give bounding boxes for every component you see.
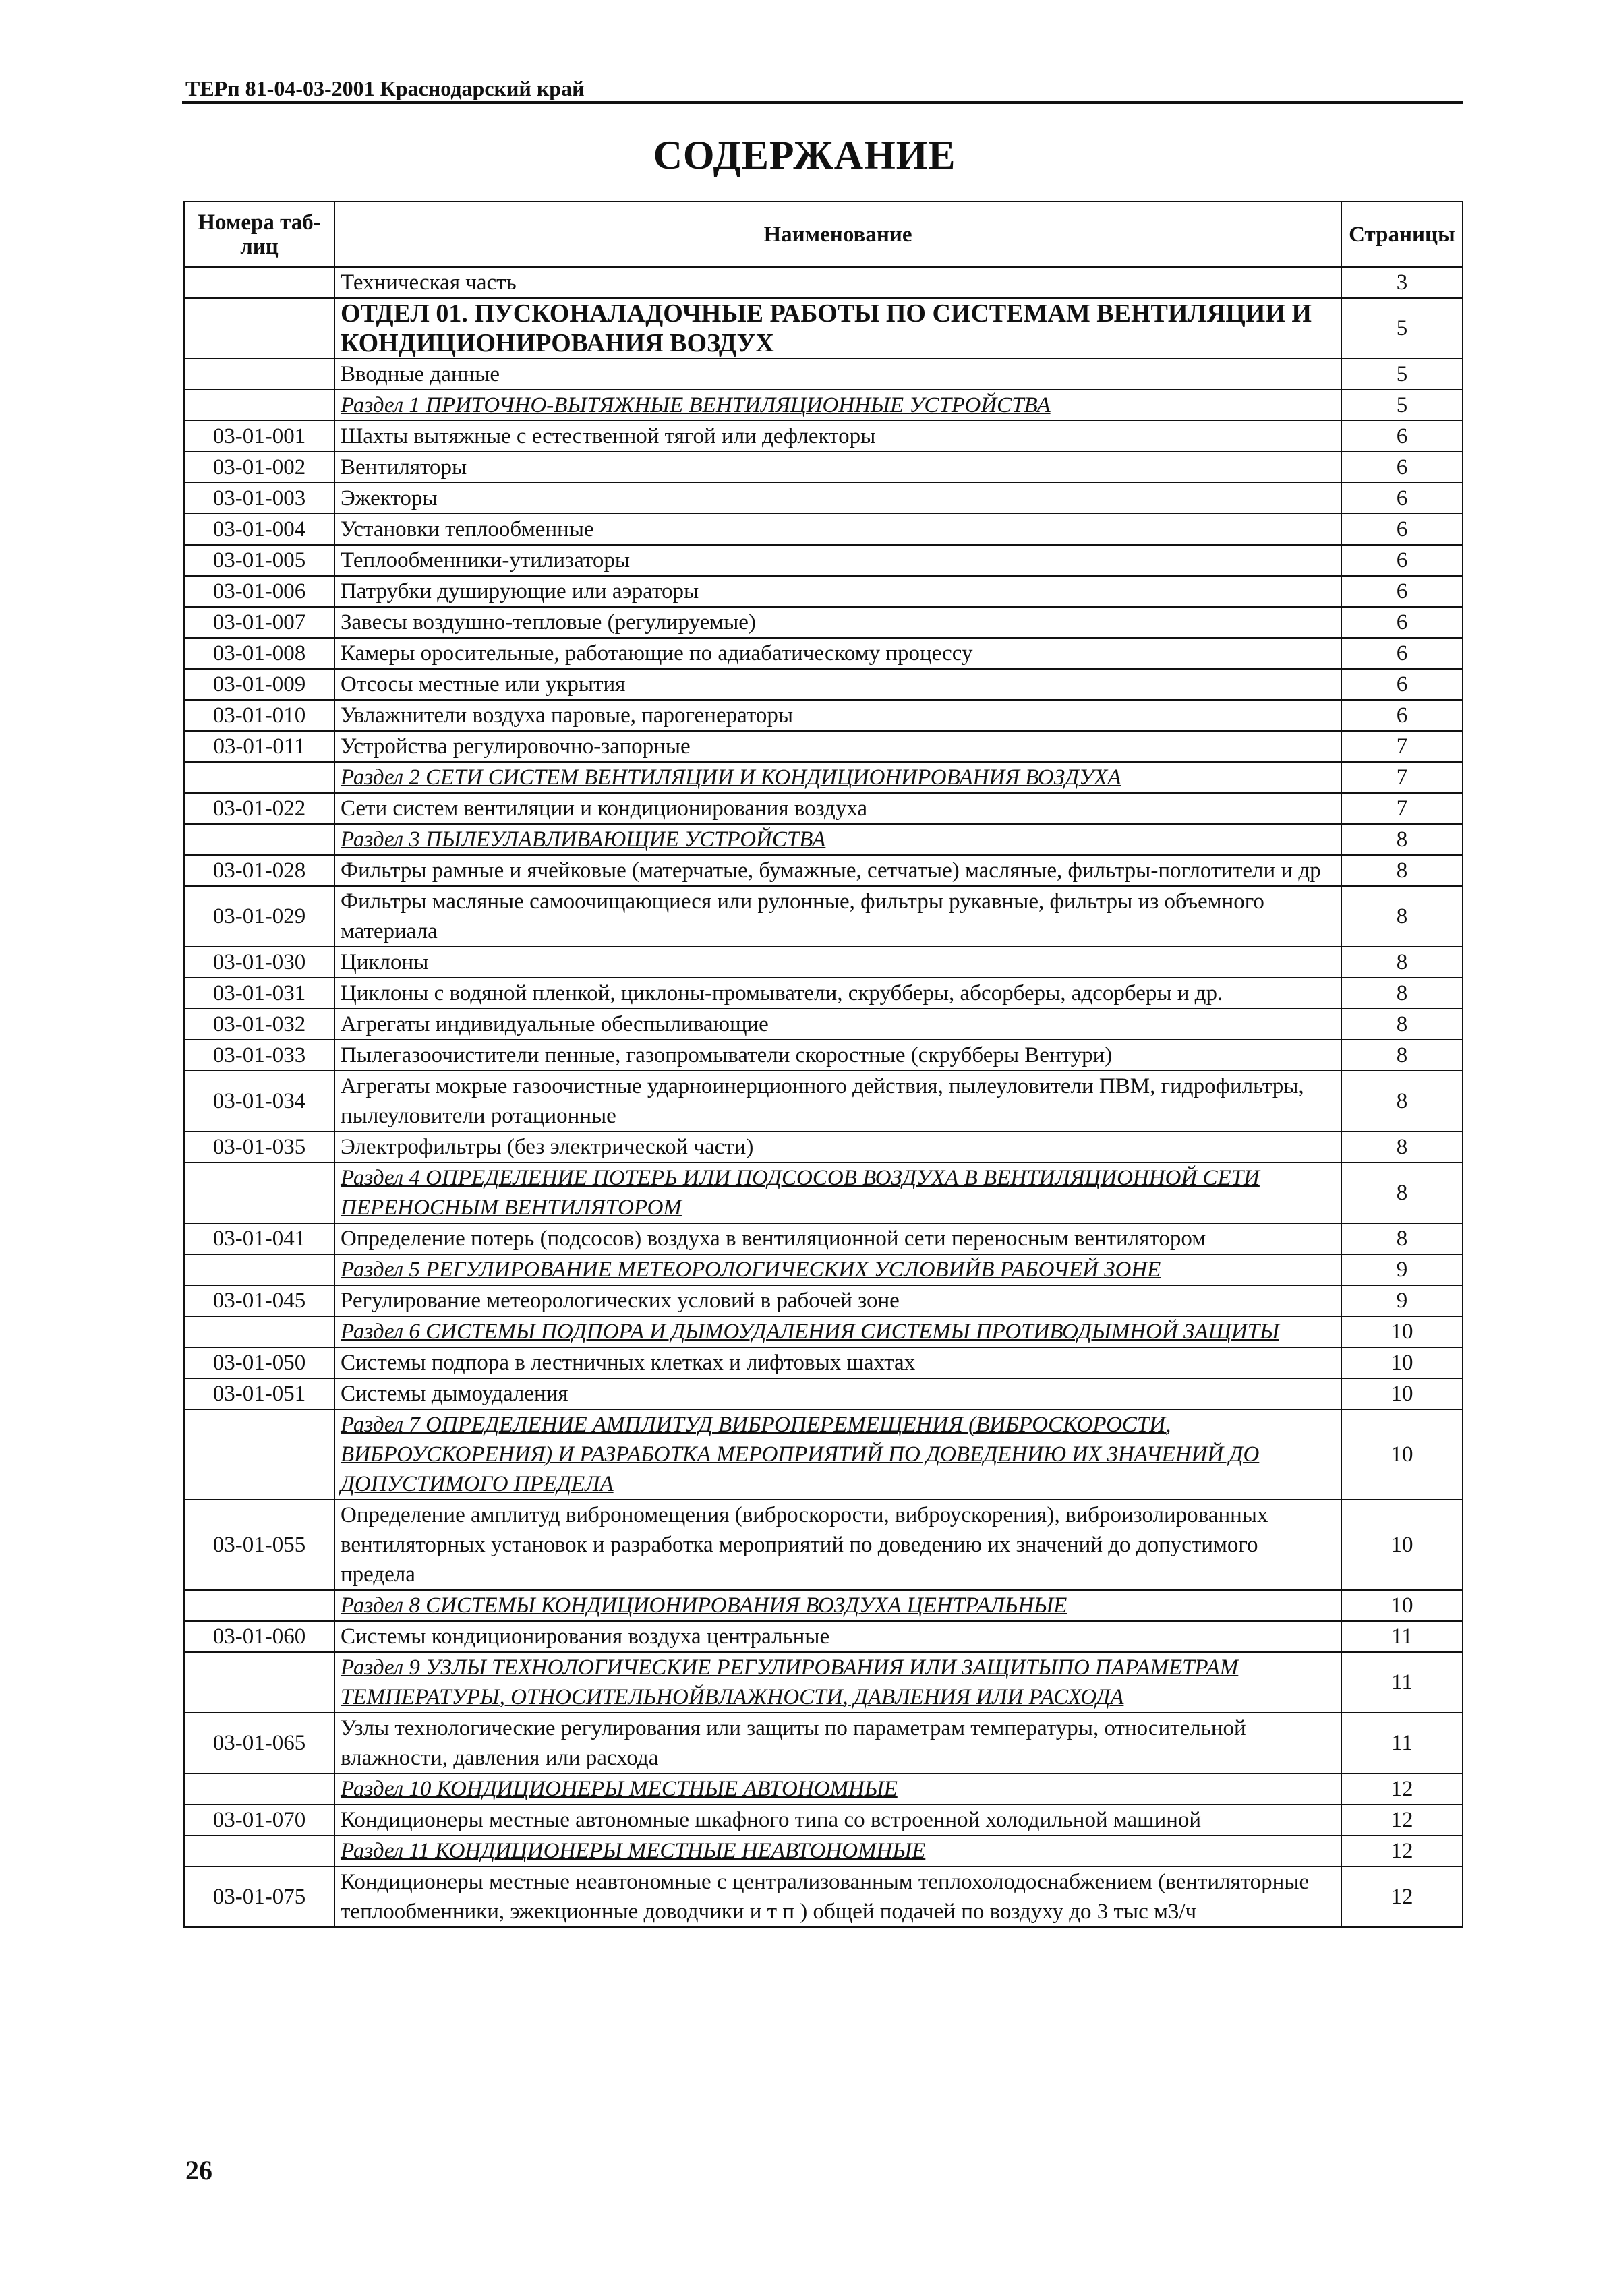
page-ref-cell: 6 — [1341, 669, 1463, 700]
table-number-cell — [184, 1835, 334, 1866]
table-row — [184, 1500, 1463, 1590]
item-name-cell: Кондиционеры местные неавтономные с централизованным теплохолодоснабжением (вентиляторные теплообменники, эжекционные доводчики и т п ) общей подачей по воздуху до 3 тыс м3/ч — [334, 1866, 1341, 1927]
section-title-cell: Раздел 9 УЗЛЫ ТЕХНОЛОГИЧЕСКИЕ РЕГУЛИРОВАНИЯ ИЛИ ЗАЩИТЫПО ПАРАМЕТРАМ ТЕМПЕРАТУРЫ, ОТНОСИТЕЛЬНОЙВЛАЖНОСТИ, ДАВЛЕНИЯ ИЛИ РАСХОДА — [334, 1652, 1341, 1713]
section-title-cell: Раздел 7 ОПРЕДЕЛЕНИЕ АМПЛИТУД ВИБРОПЕРЕМЕЩЕНИЯ (ВИБРОСКОРОСТИ, ВИБРОУСКОРЕНИЯ) И РАЗРАБОТКА МЕРОПРИЯТИЙ ПО ДОВЕДЕНИЮ ИХ ЗНАЧЕНИЙ ДО ДОПУСТИМОГО ПРЕДЕЛА — [334, 1409, 1341, 1500]
page-ref-cell: 10 — [1341, 1347, 1463, 1378]
table-row — [184, 762, 1463, 793]
page-ref-cell: 6 — [1341, 607, 1463, 638]
item-name-cell: Агрегаты мокрые газоочистные ударноинерционного действия, пылеуловители ПВМ, гидрофильтры, пылеуловители ротационные — [334, 1071, 1341, 1131]
table-number-cell: 03-01-001 — [184, 421, 334, 452]
section-title-cell: Раздел 11 КОНДИЦИОНЕРЫ МЕСТНЫЕ НЕАВТОНОМНЫЕ — [334, 1835, 1341, 1866]
item-name-cell: Патрубки душирующие или аэраторы — [334, 576, 1341, 607]
page-title: СОДЕРЖАНИЕ — [653, 133, 956, 177]
column-header-name: Наименование — [334, 202, 1341, 267]
header-rule — [182, 101, 1463, 104]
table-row — [184, 1347, 1463, 1378]
table-number-cell: 03-01-010 — [184, 700, 334, 731]
table-row — [184, 1590, 1463, 1621]
item-name-cell: Определение потерь (подсосов) воздуха в вентиляционной сети переносным вентилятором — [334, 1223, 1341, 1254]
page-ref-cell: 11 — [1341, 1713, 1463, 1773]
table-row — [184, 1652, 1463, 1713]
item-name-cell: Системы дымоудаления — [334, 1378, 1341, 1409]
section-title-cell: Раздел 6 СИСТЕМЫ ПОДПОРА И ДЫМОУДАЛЕНИЯ СИСТЕМЫ ПРОТИВОДЫМНОЙ ЗАЩИТЫ — [334, 1316, 1341, 1347]
page-ref-cell: 10 — [1341, 1590, 1463, 1621]
page-ref-cell: 10 — [1341, 1378, 1463, 1409]
column-header-number: Номера таб-лиц — [184, 202, 334, 267]
table-row — [184, 638, 1463, 669]
page-ref-cell: 8 — [1341, 1040, 1463, 1071]
table-number-cell — [184, 359, 334, 390]
table-row — [184, 824, 1463, 855]
page-ref-cell: 5 — [1341, 359, 1463, 390]
page-ref-cell: 6 — [1341, 545, 1463, 576]
table-row — [184, 514, 1463, 545]
table-row — [184, 947, 1463, 978]
table-row — [184, 700, 1463, 731]
item-name-cell: Устройства регулировочно-запорные — [334, 731, 1341, 762]
item-name-cell: Шахты вытяжные с естественной тягой или дефлекторы — [334, 421, 1341, 452]
table-number-cell: 03-01-034 — [184, 1071, 334, 1131]
table-row — [184, 1040, 1463, 1071]
section-title-cell: Раздел 8 СИСТЕМЫ КОНДИЦИОНИРОВАНИЯ ВОЗДУХА ЦЕНТРАЛЬНЫЕ — [334, 1590, 1341, 1621]
item-name-cell: Увлажнители воздуха паровые, парогенераторы — [334, 700, 1341, 731]
table-number-cell: 03-01-028 — [184, 855, 334, 886]
item-name-cell: Техническая часть — [334, 267, 1341, 298]
table-number-cell: 03-01-060 — [184, 1621, 334, 1652]
contents-table — [183, 201, 1463, 1928]
page-ref-cell: 6 — [1341, 514, 1463, 545]
table-number-cell: 03-01-032 — [184, 1009, 334, 1040]
table-number-cell: 03-01-002 — [184, 452, 334, 483]
item-name-cell: Агрегаты индивидуальные обеспыливающие — [334, 1009, 1341, 1040]
table-row — [184, 1713, 1463, 1773]
table-number-cell — [184, 1254, 334, 1285]
table-row — [184, 390, 1463, 421]
page-ref-cell: 9 — [1341, 1285, 1463, 1316]
section-title-cell: Раздел 1 ПРИТОЧНО-ВЫТЯЖНЫЕ ВЕНТИЛЯЦИОННЫЕ УСТРОЙСТВА — [334, 390, 1341, 421]
table-row — [184, 1223, 1463, 1254]
table-row — [184, 298, 1463, 359]
table-number-cell — [184, 298, 334, 359]
page-ref-cell: 12 — [1341, 1866, 1463, 1927]
page-ref-cell: 8 — [1341, 1162, 1463, 1223]
page-ref-cell: 10 — [1341, 1316, 1463, 1347]
page-ref-cell: 11 — [1341, 1652, 1463, 1713]
section-title-cell: Раздел 3 ПЫЛЕУЛАВЛИВАЮЩИЕ УСТРОЙСТВА — [334, 824, 1341, 855]
page-ref-cell: 6 — [1341, 452, 1463, 483]
table-row — [184, 1804, 1463, 1835]
table-number-cell: 03-01-041 — [184, 1223, 334, 1254]
table-row — [184, 483, 1463, 514]
table-number-cell: 03-01-065 — [184, 1713, 334, 1773]
table-number-cell — [184, 1773, 334, 1804]
table-number-cell: 03-01-045 — [184, 1285, 334, 1316]
item-name-cell: Камеры оросительные, работающие по адиабатическому процессу — [334, 638, 1341, 669]
item-name-cell: Фильтры рамные и ячейковые (матерчатые, бумажные, сетчатые) масляные, фильтры-поглотители и др — [334, 855, 1341, 886]
item-name-cell: Системы подпора в лестничных клетках и лифтовых шахтах — [334, 1347, 1341, 1378]
table-number-cell — [184, 762, 334, 793]
page-ref-cell: 8 — [1341, 855, 1463, 886]
table-number-cell: 03-01-075 — [184, 1866, 334, 1927]
table-row — [184, 267, 1463, 298]
item-name-cell: Эжекторы — [334, 483, 1341, 514]
table-row — [184, 793, 1463, 824]
table-row — [184, 576, 1463, 607]
table-row — [184, 359, 1463, 390]
page-ref-cell: 7 — [1341, 731, 1463, 762]
item-name-cell: Электрофильтры (без электрической части) — [334, 1131, 1341, 1162]
page-ref-cell: 7 — [1341, 793, 1463, 824]
table-number-cell: 03-01-005 — [184, 545, 334, 576]
page-ref-cell: 9 — [1341, 1254, 1463, 1285]
running-header: ТЕРп 81-04-03-2001 Краснодарский край — [185, 76, 585, 100]
table-row — [184, 1131, 1463, 1162]
page-ref-cell: 10 — [1341, 1500, 1463, 1590]
item-name-cell: Вентиляторы — [334, 452, 1341, 483]
page-ref-cell: 12 — [1341, 1804, 1463, 1835]
item-name-cell: Системы кондиционирования воздуха центральные — [334, 1621, 1341, 1652]
table-number-cell — [184, 267, 334, 298]
page-ref-cell: 5 — [1341, 298, 1463, 359]
table-number-cell: 03-01-004 — [184, 514, 334, 545]
item-name-cell: Кондиционеры местные автономные шкафного типа со встроенной холодильной машиной — [334, 1804, 1341, 1835]
table-number-cell: 03-01-070 — [184, 1804, 334, 1835]
item-name-cell: Циклоны — [334, 947, 1341, 978]
table-row — [184, 1254, 1463, 1285]
item-name-cell: Фильтры масляные самоочищающиеся или рулонные, фильтры рукавные, фильтры из объемного материала — [334, 886, 1341, 947]
item-name-cell: Теплообменники-утилизаторы — [334, 545, 1341, 576]
page-ref-cell: 6 — [1341, 638, 1463, 669]
item-name-cell: Циклоны с водяной пленкой, циклоны-промыватели, скрубберы, абсорберы, адсорберы и др. — [334, 978, 1341, 1009]
table-number-cell — [184, 1652, 334, 1713]
table-number-cell: 03-01-035 — [184, 1131, 334, 1162]
table-row — [184, 731, 1463, 762]
table-number-cell — [184, 390, 334, 421]
table-row — [184, 1009, 1463, 1040]
table-number-cell — [184, 824, 334, 855]
section-title-cell: Раздел 10 КОНДИЦИОНЕРЫ МЕСТНЫЕ АВТОНОМНЫЕ — [334, 1773, 1341, 1804]
page-ref-cell: 8 — [1341, 824, 1463, 855]
table-row — [184, 1866, 1463, 1927]
table-row — [184, 1378, 1463, 1409]
page-ref-cell: 5 — [1341, 390, 1463, 421]
column-header-pages: Страницы — [1341, 202, 1463, 267]
table-number-cell: 03-01-055 — [184, 1500, 334, 1590]
table-number-cell — [184, 1162, 334, 1223]
page-ref-cell: 8 — [1341, 978, 1463, 1009]
table-row — [184, 1316, 1463, 1347]
table-row — [184, 421, 1463, 452]
page-ref-cell: 11 — [1341, 1621, 1463, 1652]
table-number-cell: 03-01-022 — [184, 793, 334, 824]
page-ref-cell: 6 — [1341, 421, 1463, 452]
page-ref-cell: 7 — [1341, 762, 1463, 793]
page-ref-cell: 8 — [1341, 1131, 1463, 1162]
table-row — [184, 1773, 1463, 1804]
table-number-cell: 03-01-051 — [184, 1378, 334, 1409]
table-number-cell: 03-01-031 — [184, 978, 334, 1009]
table-number-cell: 03-01-011 — [184, 731, 334, 762]
page-ref-cell: 6 — [1341, 483, 1463, 514]
item-name-cell: Определение амплитуд виброномещения (виброскорости, виброускорения), виброизолированных вентиляторных установок и разработка мероприятий по доведению их значений до допустимого предела — [334, 1500, 1341, 1590]
section-title-cell: Раздел 2 СЕТИ СИСТЕМ ВЕНТИЛЯЦИИ И КОНДИЦИОНИРОВАНИЯ ВОЗДУХА — [334, 762, 1341, 793]
table-number-cell — [184, 1409, 334, 1500]
item-name-cell: Пылегазоочистители пенные, газопромыватели скоростные (скрубберы Вентури) — [334, 1040, 1341, 1071]
page-ref-cell: 8 — [1341, 1071, 1463, 1131]
section-title-cell: Раздел 4 ОПРЕДЕЛЕНИЕ ПОТЕРЬ ИЛИ ПОДСОСОВ ВОЗДУХА В ВЕНТИЛЯЦИОННОЙ СЕТИ ПЕРЕНОСНЫМ ВЕНТИЛЯТОРОМ — [334, 1162, 1341, 1223]
table-number-cell: 03-01-050 — [184, 1347, 334, 1378]
table-row — [184, 1409, 1463, 1500]
page-ref-cell: 8 — [1341, 947, 1463, 978]
table-number-cell: 03-01-006 — [184, 576, 334, 607]
page-ref-cell: 12 — [1341, 1773, 1463, 1804]
table-number-cell: 03-01-003 — [184, 483, 334, 514]
page-ref-cell: 8 — [1341, 1223, 1463, 1254]
table-row — [184, 545, 1463, 576]
table-row — [184, 669, 1463, 700]
page-ref-cell: 3 — [1341, 267, 1463, 298]
table-row — [184, 1621, 1463, 1652]
item-name-cell: Сети систем вентиляции и кондиционирования воздуха — [334, 793, 1341, 824]
item-name-cell: Вводные данные — [334, 359, 1341, 390]
table-row — [184, 886, 1463, 947]
table-number-cell: 03-01-030 — [184, 947, 334, 978]
item-name-cell: Завесы воздушно-тепловые (регулируемые) — [334, 607, 1341, 638]
page-ref-cell: 12 — [1341, 1835, 1463, 1866]
table-number-cell: 03-01-009 — [184, 669, 334, 700]
page-ref-cell: 6 — [1341, 576, 1463, 607]
table-row — [184, 607, 1463, 638]
table-number-cell: 03-01-029 — [184, 886, 334, 947]
table-row — [184, 452, 1463, 483]
table-body — [184, 267, 1463, 1927]
table-header-row — [184, 202, 1463, 267]
page-number: 26 — [185, 2155, 212, 2185]
table-number-cell: 03-01-007 — [184, 607, 334, 638]
table-number-cell: 03-01-008 — [184, 638, 334, 669]
table-number-cell: 03-01-033 — [184, 1040, 334, 1071]
item-name-cell: Регулирование метеорологических условий в рабочей зоне — [334, 1285, 1341, 1316]
section-title-cell: Раздел 5 РЕГУЛИРОВАНИЕ МЕТЕОРОЛОГИЧЕСКИХ УСЛОВИЙВ РАБОЧЕЙ ЗОНЕ — [334, 1254, 1341, 1285]
item-name-cell: Узлы технологические регулирования или защиты по параметрам температуры, относительной влажности, давления или расхода — [334, 1713, 1341, 1773]
table-row — [184, 1285, 1463, 1316]
table-row — [184, 1071, 1463, 1131]
chapter-title-cell: ОТДЕЛ 01. ПУСКОНАЛАДОЧНЫЕ РАБОТЫ ПО СИСТЕМАМ ВЕНТИЛЯЦИИ И КОНДИЦИОНИРОВАНИЯ ВОЗДУХ — [334, 298, 1341, 359]
table-row — [184, 855, 1463, 886]
table-row — [184, 1162, 1463, 1223]
page-ref-cell: 8 — [1341, 886, 1463, 947]
page-ref-cell: 10 — [1341, 1409, 1463, 1500]
table-row — [184, 978, 1463, 1009]
table-number-cell — [184, 1590, 334, 1621]
table-row — [184, 1835, 1463, 1866]
item-name-cell: Установки теплообменные — [334, 514, 1341, 545]
page-ref-cell: 6 — [1341, 700, 1463, 731]
item-name-cell: Отсосы местные или укрытия — [334, 669, 1341, 700]
table-number-cell — [184, 1316, 334, 1347]
page-ref-cell: 8 — [1341, 1009, 1463, 1040]
